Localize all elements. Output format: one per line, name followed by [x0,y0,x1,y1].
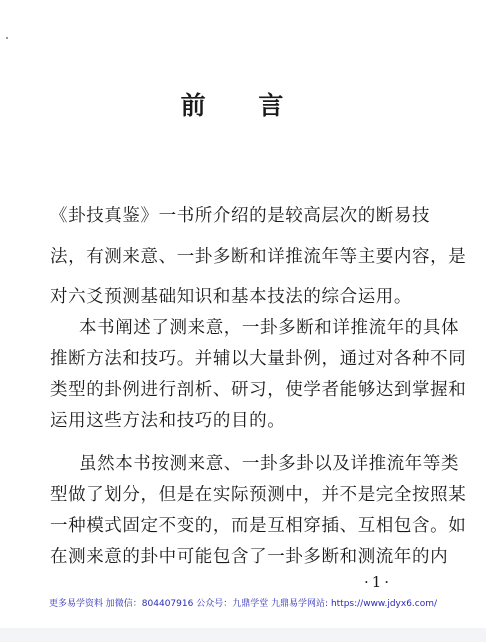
text-line-11: 在测来意的卦中可能包含了一卦多断和测流年的内 [50,547,449,567]
text-line-9: 型做了划分，但是在实际预测中，并不是完全按照某 [50,485,467,505]
bottom-band [0,628,486,642]
text-line-10: 一种模式固定不变的，而是互相穿插、互相包含。如 [50,516,467,536]
text-line-3: 对六爻预测基础知识和基本技法的综合运用。 [50,287,412,307]
page-title: 前 言 [180,91,306,120]
text-line-5: 推断方法和技巧。并辅以大量卦例，通过对各种不同 [50,349,467,369]
text-line-2: 法，有测来意、一卦多断和详推流年等主要内容，是 [50,247,467,267]
text-line-1: 《卦技真鉴》一书所介绍的是较高层次的断易技 [50,206,431,226]
footer-watermark-text: 更多易学资料 加微信：804407916 公众号：九鼎学堂 九鼎易学网站: https://www.jdyx6.com/ [48,599,438,609]
text-line-8: 虽然本书按测来意、一卦多卦以及详推流年等类 [79,454,460,474]
text-line-6: 类型的卦例进行剖析、研习，使学者能够达到掌握和 [50,380,467,400]
text-line-7: 运用这些方法和技巧的目的。 [50,411,286,431]
page-number: ·1· [364,573,393,591]
scan-speck [6,37,8,39]
text-line-4: 本书阐述了测来意，一卦多断和详推流年的具体 [79,318,460,338]
